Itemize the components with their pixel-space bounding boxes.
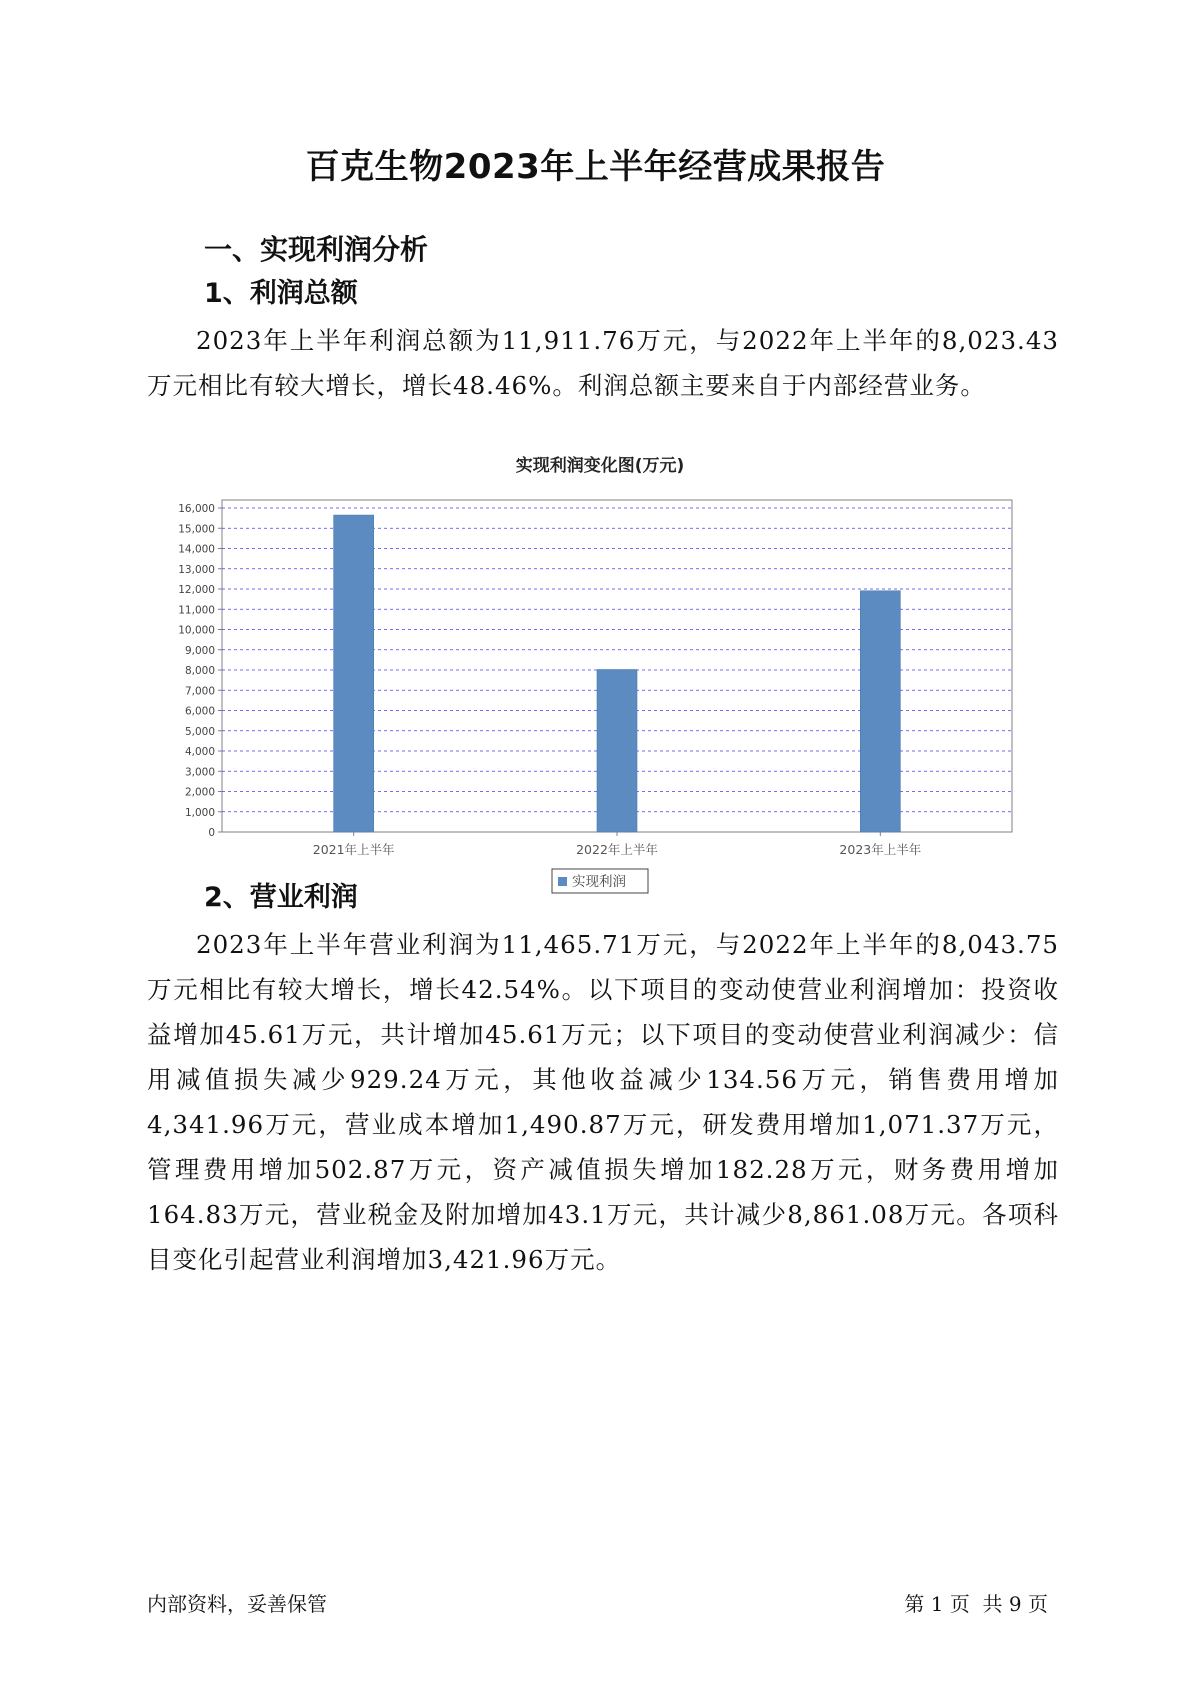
y-tick-label: 4,000 bbox=[184, 746, 215, 758]
y-tick-label: 8,000 bbox=[184, 665, 215, 677]
y-tick-label: 3,000 bbox=[184, 766, 215, 779]
y-tick-label: 11,000 bbox=[178, 604, 215, 617]
subsection-heading-operating-profit: 2、营业利润 bbox=[204, 882, 358, 913]
profit-chart-svg bbox=[150, 445, 1030, 915]
legend-swatch bbox=[558, 877, 567, 886]
legend-label: 实现利润 bbox=[572, 874, 626, 890]
bar-1 bbox=[334, 515, 374, 832]
operating-profit-paragraph: 2023年上半年营业利润为11,465.71万元，与2022年上半年的8,043.75万元相比有较大增长，增长42.54%。以下项目的变动使营业利润增加：投资收益增加45.61万元，共计增加45.61万元；以下项目的变动使营业利润减少：信用减值损失减少929.24万元，其他收益减少134.56万元，销售费用增加4,341.96万元，营业成本增加1,490.87万元，研发费用增加1,071.37万元，管理费用增加502.87万元，资产减值损失增加182.28万元，财务费用增加164.83万元，营业税金及附加增加43.1万元，共计减少8,861.08万元。各项科目变化引起营业利润增加3,421.96万元。 bbox=[147, 930, 1059, 1274]
y-tick-label: 15,000 bbox=[178, 523, 215, 536]
profit-bar-chart bbox=[150, 445, 1030, 915]
chart-y-axis-ticks bbox=[178, 503, 222, 839]
y-tick-label: 12,000 bbox=[178, 584, 215, 596]
subsection-heading-total-profit: 1、利润总额 bbox=[204, 278, 358, 309]
y-tick-label: 0 bbox=[208, 827, 215, 839]
y-tick-label: 5,000 bbox=[184, 725, 215, 738]
y-tick-label: 9,000 bbox=[184, 644, 215, 657]
bar-3 bbox=[860, 591, 900, 832]
footer-confidential-note: 内部资料，妥善保管 bbox=[147, 1592, 327, 1616]
chart-legend bbox=[552, 869, 648, 893]
chart-title: 实现利润变化图(万元) bbox=[515, 456, 685, 476]
bar-2 bbox=[597, 670, 637, 832]
y-tick-label: 14,000 bbox=[178, 543, 215, 556]
section-heading-profit-analysis: 一、实现利润分析 bbox=[204, 233, 429, 266]
page-title: 百克生物2023年上半年经营成果报告 bbox=[305, 147, 886, 187]
y-tick-label: 16,000 bbox=[178, 503, 215, 515]
x-tick-label: 2021年上半年 bbox=[312, 842, 395, 857]
total-profit-paragraph: 2023年上半年利润总额为11,911.76万元，与2022年上半年的8,023.43万元相比有较大增长，增长48.46%。利润总额主要来自于内部经营业务。 bbox=[147, 326, 1059, 400]
footer-page-number: 第 1 页 共 9 页 bbox=[904, 1592, 1048, 1616]
x-tick-label: 2022年上半年 bbox=[576, 842, 658, 857]
chart-x-axis-ticks bbox=[313, 832, 921, 857]
y-tick-label: 10,000 bbox=[178, 624, 215, 637]
y-tick-label: 6,000 bbox=[184, 705, 215, 718]
y-tick-label: 2,000 bbox=[184, 786, 215, 799]
y-tick-label: 13,000 bbox=[178, 563, 215, 576]
y-tick-label: 7,000 bbox=[184, 685, 215, 698]
x-tick-label: 2023年上半年 bbox=[839, 842, 922, 857]
y-tick-label: 1,000 bbox=[184, 806, 215, 819]
